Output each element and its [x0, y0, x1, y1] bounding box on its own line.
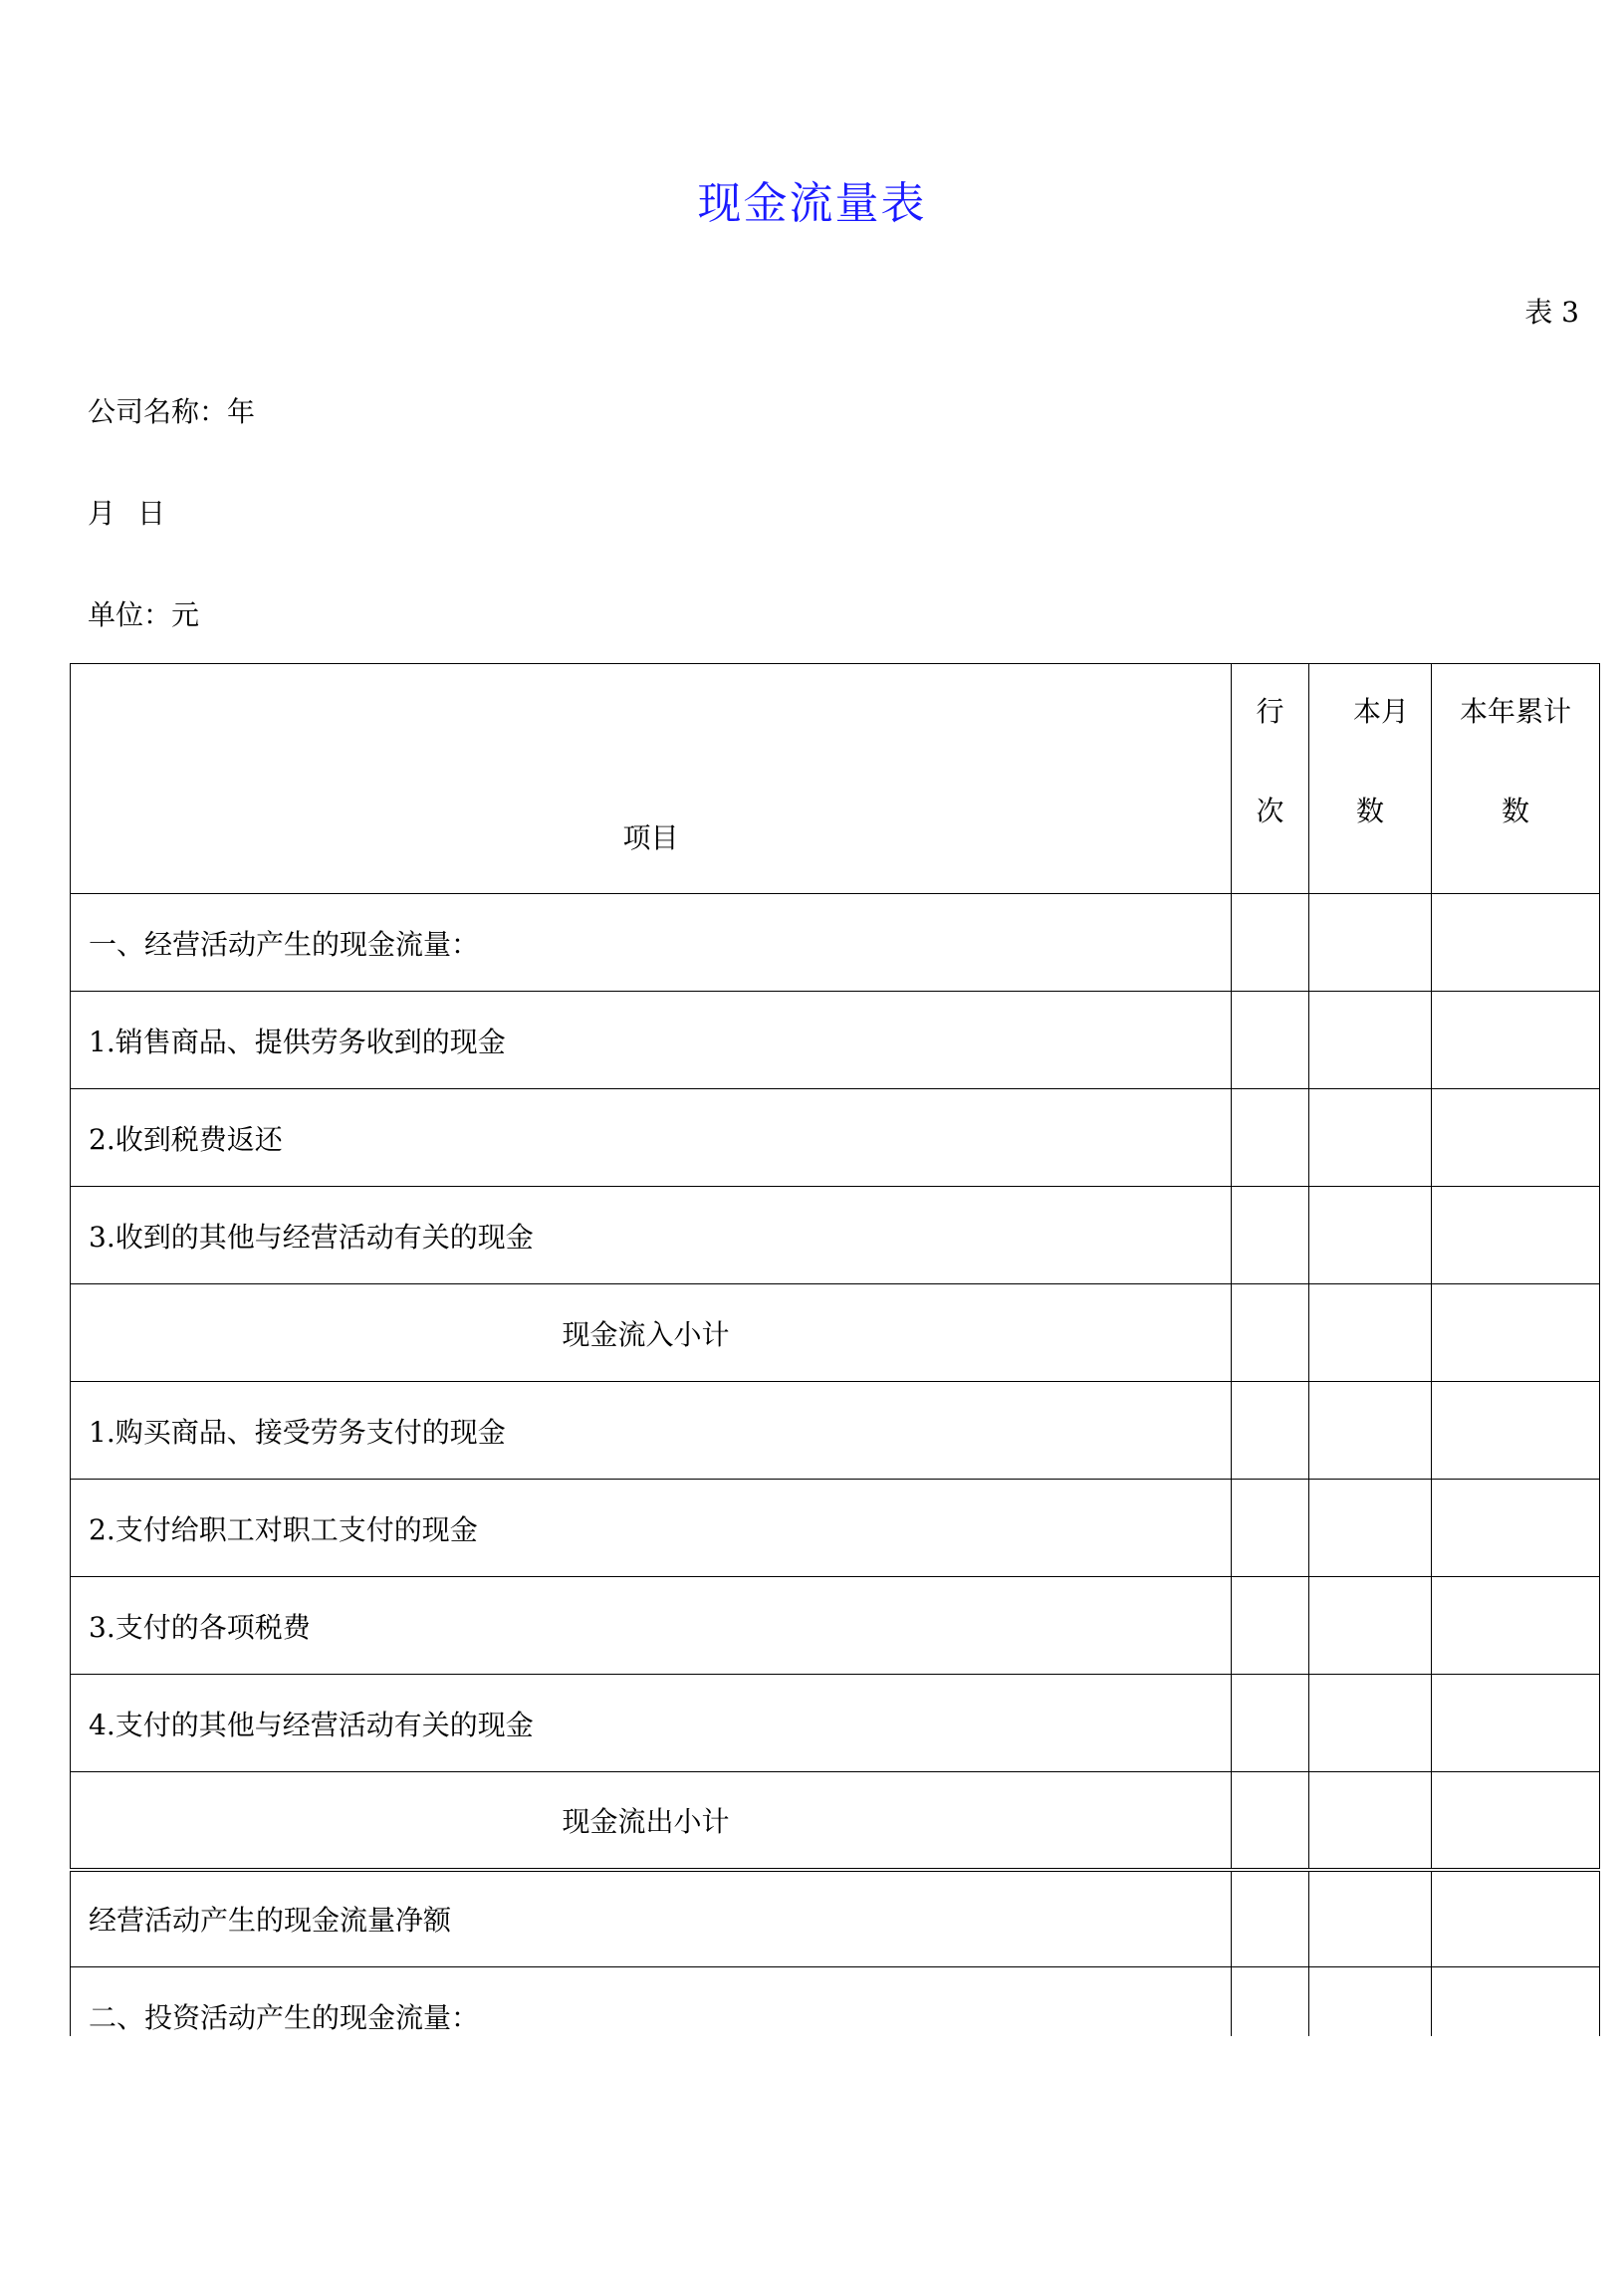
row-label: 4.支付的其他与经营活动有关的现金	[71, 1675, 1232, 1772]
cell-year[interactable]	[1432, 894, 1600, 992]
cell-line-no[interactable]	[1232, 894, 1309, 992]
row-label: 二、投资活动产生的现金流量：	[71, 1967, 1232, 2065]
cell-year[interactable]	[1432, 992, 1600, 1089]
cash-flow-table	[70, 663, 1600, 2163]
table-row	[71, 992, 1600, 1089]
table-number: 表 3	[1524, 296, 1579, 329]
cell-year[interactable]	[1432, 1870, 1600, 1967]
header-line-no-bottom: 次	[1256, 795, 1284, 827]
header-month	[1309, 664, 1432, 894]
cell-month[interactable]	[1309, 1089, 1432, 1187]
cell-month[interactable]	[1309, 992, 1432, 1089]
cell-month[interactable]	[1309, 1382, 1432, 1480]
cell-line-no[interactable]	[1232, 1480, 1309, 1577]
cell-line-no[interactable]	[1232, 1284, 1309, 1382]
date-month-label: 月	[88, 497, 116, 530]
row-label: 经营活动产生的现金流量净额	[71, 1870, 1232, 1967]
cell-month[interactable]	[1309, 1870, 1432, 1967]
unit-label: 单位：元	[88, 598, 200, 631]
row-label: 2.支付给职工对职工支付的现金	[71, 1480, 1232, 1577]
cell-line-no[interactable]	[1232, 992, 1309, 1089]
cell-line-no[interactable]	[1232, 1675, 1309, 1772]
row-label: 一、经营活动产生的现金流量：	[71, 894, 1232, 992]
cell-year[interactable]	[1432, 1382, 1600, 1480]
cell-month[interactable]	[1309, 1187, 1432, 1284]
header-item-label: 项目	[622, 821, 679, 854]
table-row-net	[71, 1870, 1600, 1967]
cell-month[interactable]	[1309, 1284, 1432, 1382]
cell-line-no[interactable]	[1232, 1382, 1309, 1480]
header-year-bottom: 数	[1501, 795, 1529, 827]
company-name-label: 公司名称：年	[88, 395, 256, 428]
cell-line-no[interactable]	[1232, 1577, 1309, 1675]
row-label: 3.收到的其他与经营活动有关的现金	[71, 1187, 1232, 1284]
cell-year[interactable]	[1432, 1577, 1600, 1675]
cell-year[interactable]	[1432, 1284, 1600, 1382]
table-row	[71, 1089, 1600, 1187]
header-month-bottom: 数	[1355, 795, 1384, 827]
table-row	[71, 894, 1600, 992]
cell-year[interactable]	[1432, 1089, 1600, 1187]
cell-line-no[interactable]	[1232, 1772, 1309, 1870]
cell-year[interactable]	[1432, 1772, 1600, 1870]
header-line-no-top: 行	[1256, 695, 1284, 728]
page-title: 现金流量表	[697, 178, 927, 229]
header-year	[1432, 664, 1600, 894]
row-label: 2.收到税费返还	[71, 1089, 1232, 1187]
cell-line-no[interactable]	[1232, 1089, 1309, 1187]
cell-month[interactable]	[1309, 1772, 1432, 1870]
row-label: 1.购买商品、接受劳务支付的现金	[71, 1382, 1232, 1480]
cell-line-no[interactable]	[1232, 1870, 1309, 1967]
header-year-top: 本年累计	[1459, 695, 1571, 728]
cell-year[interactable]	[1432, 1675, 1600, 1772]
cell-line-no[interactable]	[1232, 1187, 1309, 1284]
row-label: 1.销售商品、提供劳务收到的现金	[71, 992, 1232, 1089]
header-line-no	[1232, 664, 1309, 894]
cell-month[interactable]	[1309, 1577, 1432, 1675]
table-header-row	[71, 664, 1600, 894]
cell-month[interactable]	[1309, 894, 1432, 992]
header-month-top: 本月	[1352, 695, 1409, 728]
date-day-label: 日	[137, 497, 166, 530]
cell-month[interactable]	[1309, 1675, 1432, 1772]
cell-year[interactable]	[1432, 1187, 1600, 1284]
table-row-subtotal	[71, 1284, 1600, 1382]
page-bottom-margin	[0, 2036, 1624, 2294]
table-row	[71, 1187, 1600, 1284]
date-line	[88, 492, 165, 532]
table-row	[71, 1480, 1600, 1577]
table-row	[71, 1382, 1600, 1480]
cell-year[interactable]	[1432, 1480, 1600, 1577]
row-label: 3.支付的各项税费	[71, 1577, 1232, 1675]
table-row	[71, 1675, 1600, 1772]
cell-month[interactable]	[1309, 1480, 1432, 1577]
row-label: 现金流出小计	[71, 1772, 1232, 1870]
row-label: 现金流入小计	[71, 1284, 1232, 1382]
table-row	[71, 1577, 1600, 1675]
header-item	[71, 664, 1232, 894]
table-row-subtotal	[71, 1772, 1600, 1870]
